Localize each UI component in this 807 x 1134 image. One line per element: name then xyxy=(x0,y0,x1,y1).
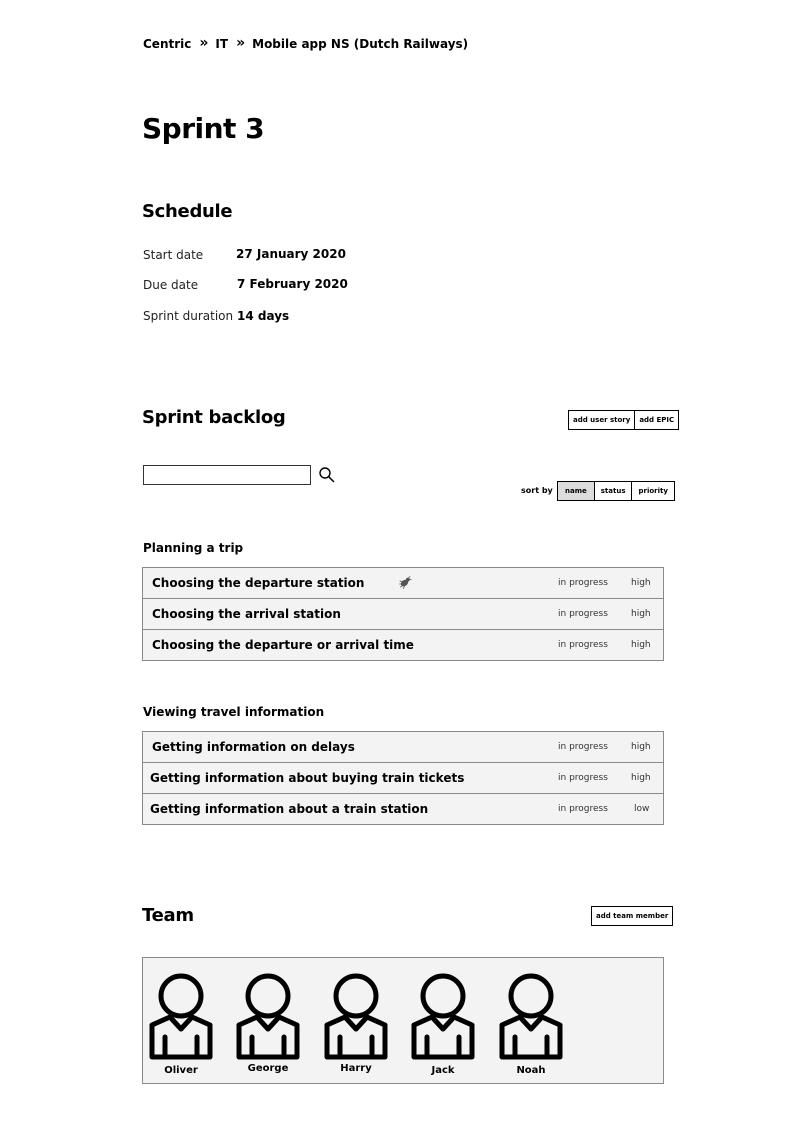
story-row[interactable] xyxy=(143,568,663,598)
search-icon[interactable] xyxy=(318,466,335,483)
sprint-backlog-heading: Sprint backlog xyxy=(142,407,286,428)
start-date-label: Start date xyxy=(143,248,204,262)
story-priority: high xyxy=(631,609,651,619)
sort-options xyxy=(557,481,675,501)
team-member[interactable] xyxy=(233,971,303,1074)
story-priority: low xyxy=(634,804,650,814)
team-heading: Team xyxy=(142,905,194,926)
due-date-label: Due date xyxy=(143,278,199,292)
sprint-duration-value: 14 days xyxy=(237,309,290,323)
story-row[interactable] xyxy=(143,732,663,762)
person-avatar-icon xyxy=(410,971,476,1063)
sort-by-status-button[interactable]: status xyxy=(594,482,632,500)
story-status: in progress xyxy=(558,609,608,619)
story-status: in progress xyxy=(558,742,608,752)
story-priority: high xyxy=(631,640,651,650)
team-member-name: Harry xyxy=(340,1063,372,1074)
sort-by-priority-button[interactable]: priority xyxy=(631,482,673,500)
breadcrumb xyxy=(143,36,468,52)
story-row[interactable] xyxy=(143,598,663,629)
team-member[interactable] xyxy=(146,971,216,1076)
due-date-value: 7 February 2020 xyxy=(237,277,348,291)
breadcrumb-item-project[interactable]: Mobile app NS (Dutch Railways) xyxy=(252,37,469,51)
story-name: Choosing the departure station xyxy=(152,576,365,590)
story-list xyxy=(142,567,664,661)
story-status: in progress xyxy=(558,578,608,588)
person-avatar-icon xyxy=(148,971,214,1063)
story-priority: high xyxy=(631,773,651,783)
story-name: Choosing the departure or arrival time xyxy=(152,638,414,652)
story-row[interactable] xyxy=(143,762,663,793)
story-row[interactable] xyxy=(143,793,663,824)
start-date-value: 27 January 2020 xyxy=(236,247,346,261)
story-priority: high xyxy=(631,578,651,588)
epic-title[interactable]: Planning a trip xyxy=(143,541,244,555)
team-member-name: George xyxy=(247,1063,289,1074)
team-member-name: Noah xyxy=(516,1065,546,1076)
team-member[interactable] xyxy=(496,971,566,1076)
sort-by-label: sort by xyxy=(521,486,553,495)
story-priority: high xyxy=(631,742,651,752)
breadcrumb-separator: » xyxy=(199,35,209,51)
story-status: in progress xyxy=(558,804,608,814)
person-avatar-icon xyxy=(235,971,301,1063)
team-members xyxy=(142,957,664,1084)
schedule-heading: Schedule xyxy=(142,201,233,222)
team-member-name: Oliver xyxy=(164,1065,198,1076)
sort-by-name-button[interactable]: name xyxy=(558,482,594,500)
story-name: Choosing the arrival station xyxy=(152,607,341,621)
story-status: in progress xyxy=(558,773,608,783)
backlog-actions xyxy=(568,410,679,430)
person-avatar-icon xyxy=(498,971,564,1063)
story-status: in progress xyxy=(558,640,608,650)
story-row[interactable] xyxy=(143,629,663,660)
story-name: Getting information on delays xyxy=(152,740,355,754)
breadcrumb-item-it[interactable]: IT xyxy=(215,37,229,51)
person-avatar-icon xyxy=(323,971,389,1063)
story-name: Getting information about buying train tickets xyxy=(150,771,465,785)
team-member-name: Jack xyxy=(431,1065,455,1076)
team-actions xyxy=(591,906,673,926)
sprint-duration-label: Sprint duration xyxy=(143,309,234,323)
page-title: Sprint 3 xyxy=(142,112,265,145)
epic-title[interactable]: Viewing travel information xyxy=(143,705,325,719)
add-epic-button[interactable]: add EPIC xyxy=(634,411,678,429)
bug-icon[interactable] xyxy=(396,575,412,591)
team-member[interactable] xyxy=(321,971,391,1074)
team-member[interactable] xyxy=(408,971,478,1076)
search-input[interactable] xyxy=(143,465,311,485)
story-name: Getting information about a train station xyxy=(150,802,429,816)
breadcrumb-item-centric[interactable]: Centric xyxy=(143,37,192,51)
add-team-member-button[interactable]: add team member xyxy=(592,907,672,925)
add-user-story-button[interactable]: add user story xyxy=(569,411,634,429)
breadcrumb-separator: » xyxy=(236,35,246,51)
story-list xyxy=(142,731,664,825)
